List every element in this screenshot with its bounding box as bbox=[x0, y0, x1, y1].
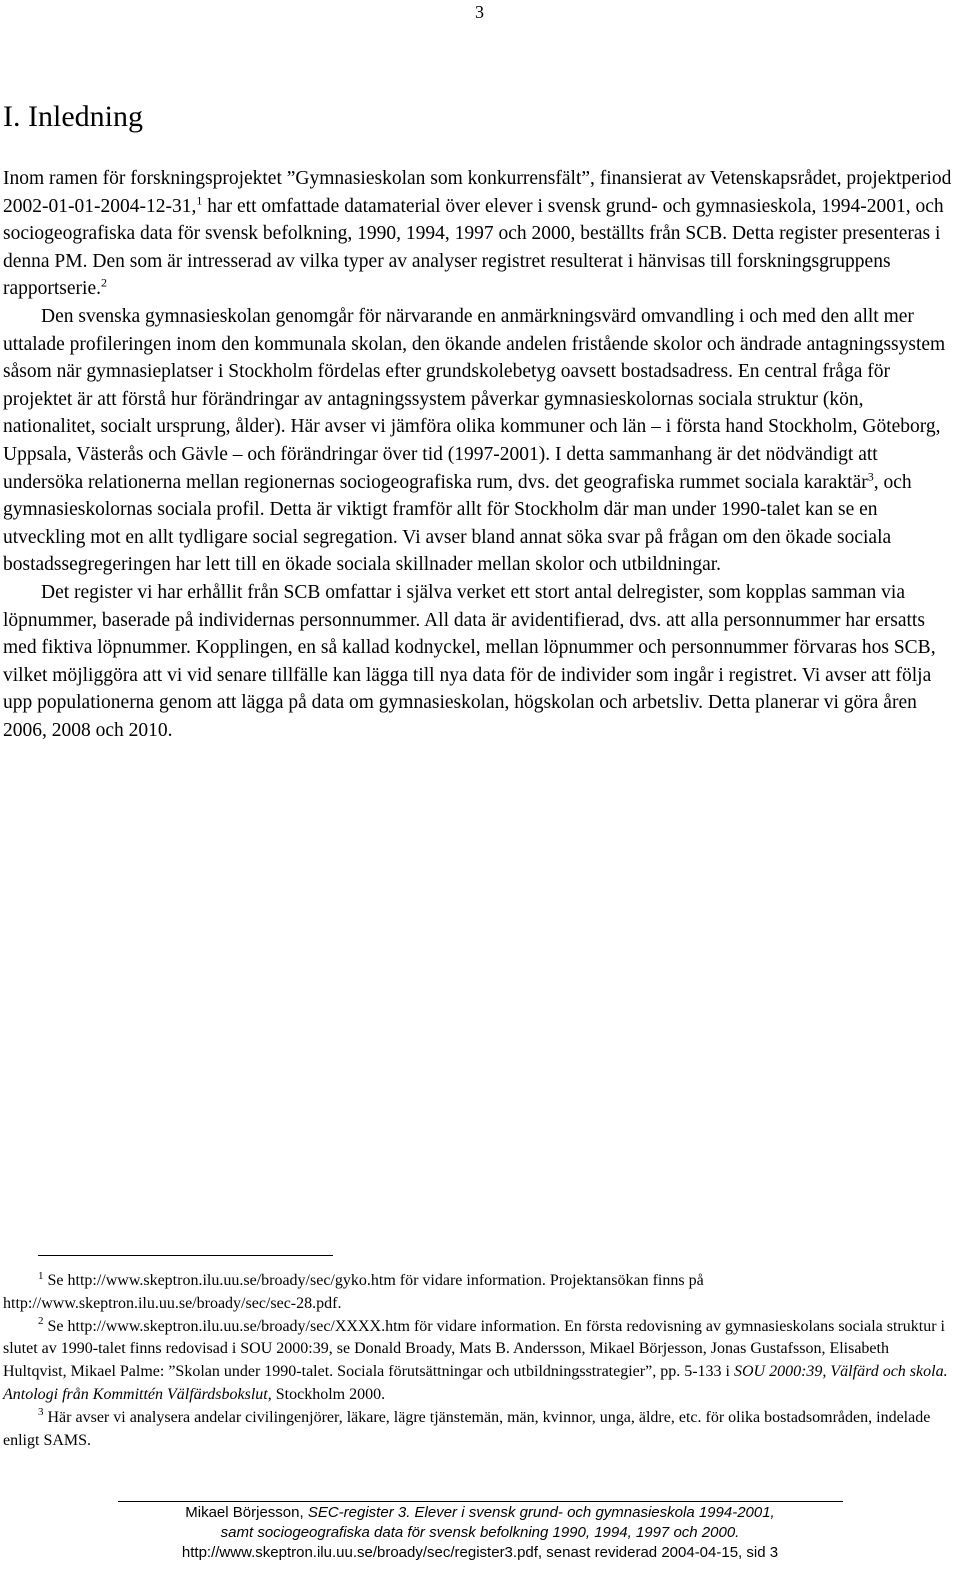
footnote-3-number: 3 bbox=[38, 1406, 44, 1419]
page-footer bbox=[0, 1503, 960, 1563]
footnote-1 bbox=[3, 1270, 953, 1316]
footnote-ref-1[interactable]: 1 bbox=[196, 193, 203, 208]
paragraph-3: Det register vi har erhållit från SCB omfattar i själva verket ett stort antal delregister, som kopplas samman via löpnummer, baserade på individernas personnummer. All data är avidentifierad, dvs. att alla personnummer har ersatts med fiktiva löpnummer. Kopplingen, en så kallad kodnyckel, mellan löpnummer och personnummer förvaras hos SCB, vilket möjliggöra att vi vid senare tillfälle kan lägga till nya data för de individer som ingår i registret. Vi avser att följa upp populationerna genom att lägga på data om gymnasieskolan, högskolan och arbetsliv. Detta planerar vi göra åren 2006, 2008 och 2010. bbox=[3, 581, 936, 741]
body-text bbox=[3, 165, 953, 744]
paragraph-2 bbox=[3, 303, 953, 579]
footnote-2 bbox=[3, 1316, 953, 1407]
paragraph-1-text-a: Inom ramen för forskningsprojektet ”Gymnasieskolan som konkurrensfält”, finansierat av Vetenskapsrådet, projektperiod 2002-01-01-2004-12-31, bbox=[3, 168, 952, 217]
footer-line-1 bbox=[0, 1503, 960, 1523]
page-number: 3 bbox=[475, 2, 484, 22]
footnote-separator bbox=[38, 1255, 333, 1256]
footnote-ref-2[interactable]: 2 bbox=[101, 275, 107, 290]
section-heading: I. Inledning bbox=[3, 100, 143, 133]
footnote-3-text: Här avser vi analysera andelar civilingenjörer, läkare, lägre tjänstemän, män, kvinnor, unga, äldre, etc. för olika bostadsområden, indelade enligt SAMS. bbox=[3, 1408, 931, 1449]
footnote-1-number: 1 bbox=[38, 1269, 44, 1282]
footer-line-2 bbox=[0, 1523, 960, 1543]
footnote-3 bbox=[3, 1407, 953, 1453]
footnote-ref-3[interactable]: 3 bbox=[867, 469, 874, 484]
footnote-2-text-a: Se http://www.skeptron.ilu.uu.se/broady/sec/XXXX.htm för vidare information. En första redovisning av gymnasieskolans sociala struktur i slutet av 1990-talet finns redovisad i SOU 2000:39, se Donald Broady, Mats B. Andersson, Mikael Börjesson, Jonas Gustafsson, Elisabeth Hultqvist, Mikael Palme: ”Skolan under 1990-talet. Sociala förutsättningar och utbildningsstrategier”, pp. 5-133 i bbox=[3, 1317, 945, 1381]
footer-title-line-1: SEC-register 3. Elever i svensk grund- och gymnasieskola 1994-2001, bbox=[307, 1504, 775, 1521]
paragraph-1 bbox=[3, 165, 953, 303]
paragraph-1-text-b: har ett omfattade datamaterial över elever i svensk grund- och gymnasieskola, 1994-2001, och sociogeografiska data för svensk befolkning, 1990, 1994, 1997 och 2000, beställts från SCB. Detta register presenteras i denna PM. Den som är intresserad av vilka typer av analyser registret resulterat i hänvisas till forskningsgruppens rapportserie. bbox=[3, 195, 944, 300]
footnote-2-number: 2 bbox=[38, 1315, 44, 1328]
paragraph-2-text-b: , och gymnasieskolornas sociala profil. Detta är viktigt framför allt för Stockholm där man under 1990-talet kan se en utveckling mot en allt tydligare social segregation. Vi avser bland annat söka svar på frågan om den ökade sociala bostadssegregeringen har lett till en ökade sociala skillnader mellan skolor och utbildningar. bbox=[3, 471, 912, 576]
footer-separator bbox=[118, 1501, 843, 1502]
footer-source-link[interactable]: http://www.skeptron.ilu.uu.se/broady/sec/register3.pdf, senast reviderad 2004-04-15, sid 3 bbox=[181, 1544, 779, 1561]
footnote-2-italic-title: SOU 2000:39, Välfärd och skola. Antologi från Kommittén Välfärdsbokslut bbox=[3, 1363, 948, 1403]
footnote-2-text-b: , Stockholm 2000. bbox=[267, 1385, 386, 1403]
footnotes bbox=[3, 1270, 953, 1452]
paragraph-2-text-a: Den svenska gymnasieskolan genomgår för närvarande en anmärkningsvärd omvandling i och med den allt mer uttalade profileringen inom den kommunala skolan, den ökande andelen fristående skolor och ändrade antagningssystem såsom när gymnasieplatser i Stockholm fördelas efter grundskolebetyg oavsett bostadsadress. En central fråga för projektet är att förstå hur förändringar av antagningssystem påverkar gymnasieskolornas sociala struktur (kön, nationalitet, socialt ursprung, ålder). Här avser vi jämföra olika kommuner och län – i första hand Stockholm, Göteborg, Uppsala, Västerås och Gävle – och förändringar över tid (1997-2001). I detta sammanhang är det nödvändigt att undersöka relationerna mellan regionernas sociogeografiska rum, dvs. det geografiska rummet sociala karaktär bbox=[3, 305, 946, 493]
footer-author: Mikael Börjesson, bbox=[185, 1504, 308, 1521]
footnote-1-text: Se http://www.skeptron.ilu.uu.se/broady/sec/gyko.htm för vidare information. Projektansökan finns på http://www.skeptron.ilu.uu.se/broady/sec/sec-28.pdf. bbox=[3, 1272, 704, 1312]
footer-title-line-2: samt sociogeografiska data för svensk befolkning 1990, 1994, 1997 och 2000. bbox=[220, 1524, 740, 1541]
